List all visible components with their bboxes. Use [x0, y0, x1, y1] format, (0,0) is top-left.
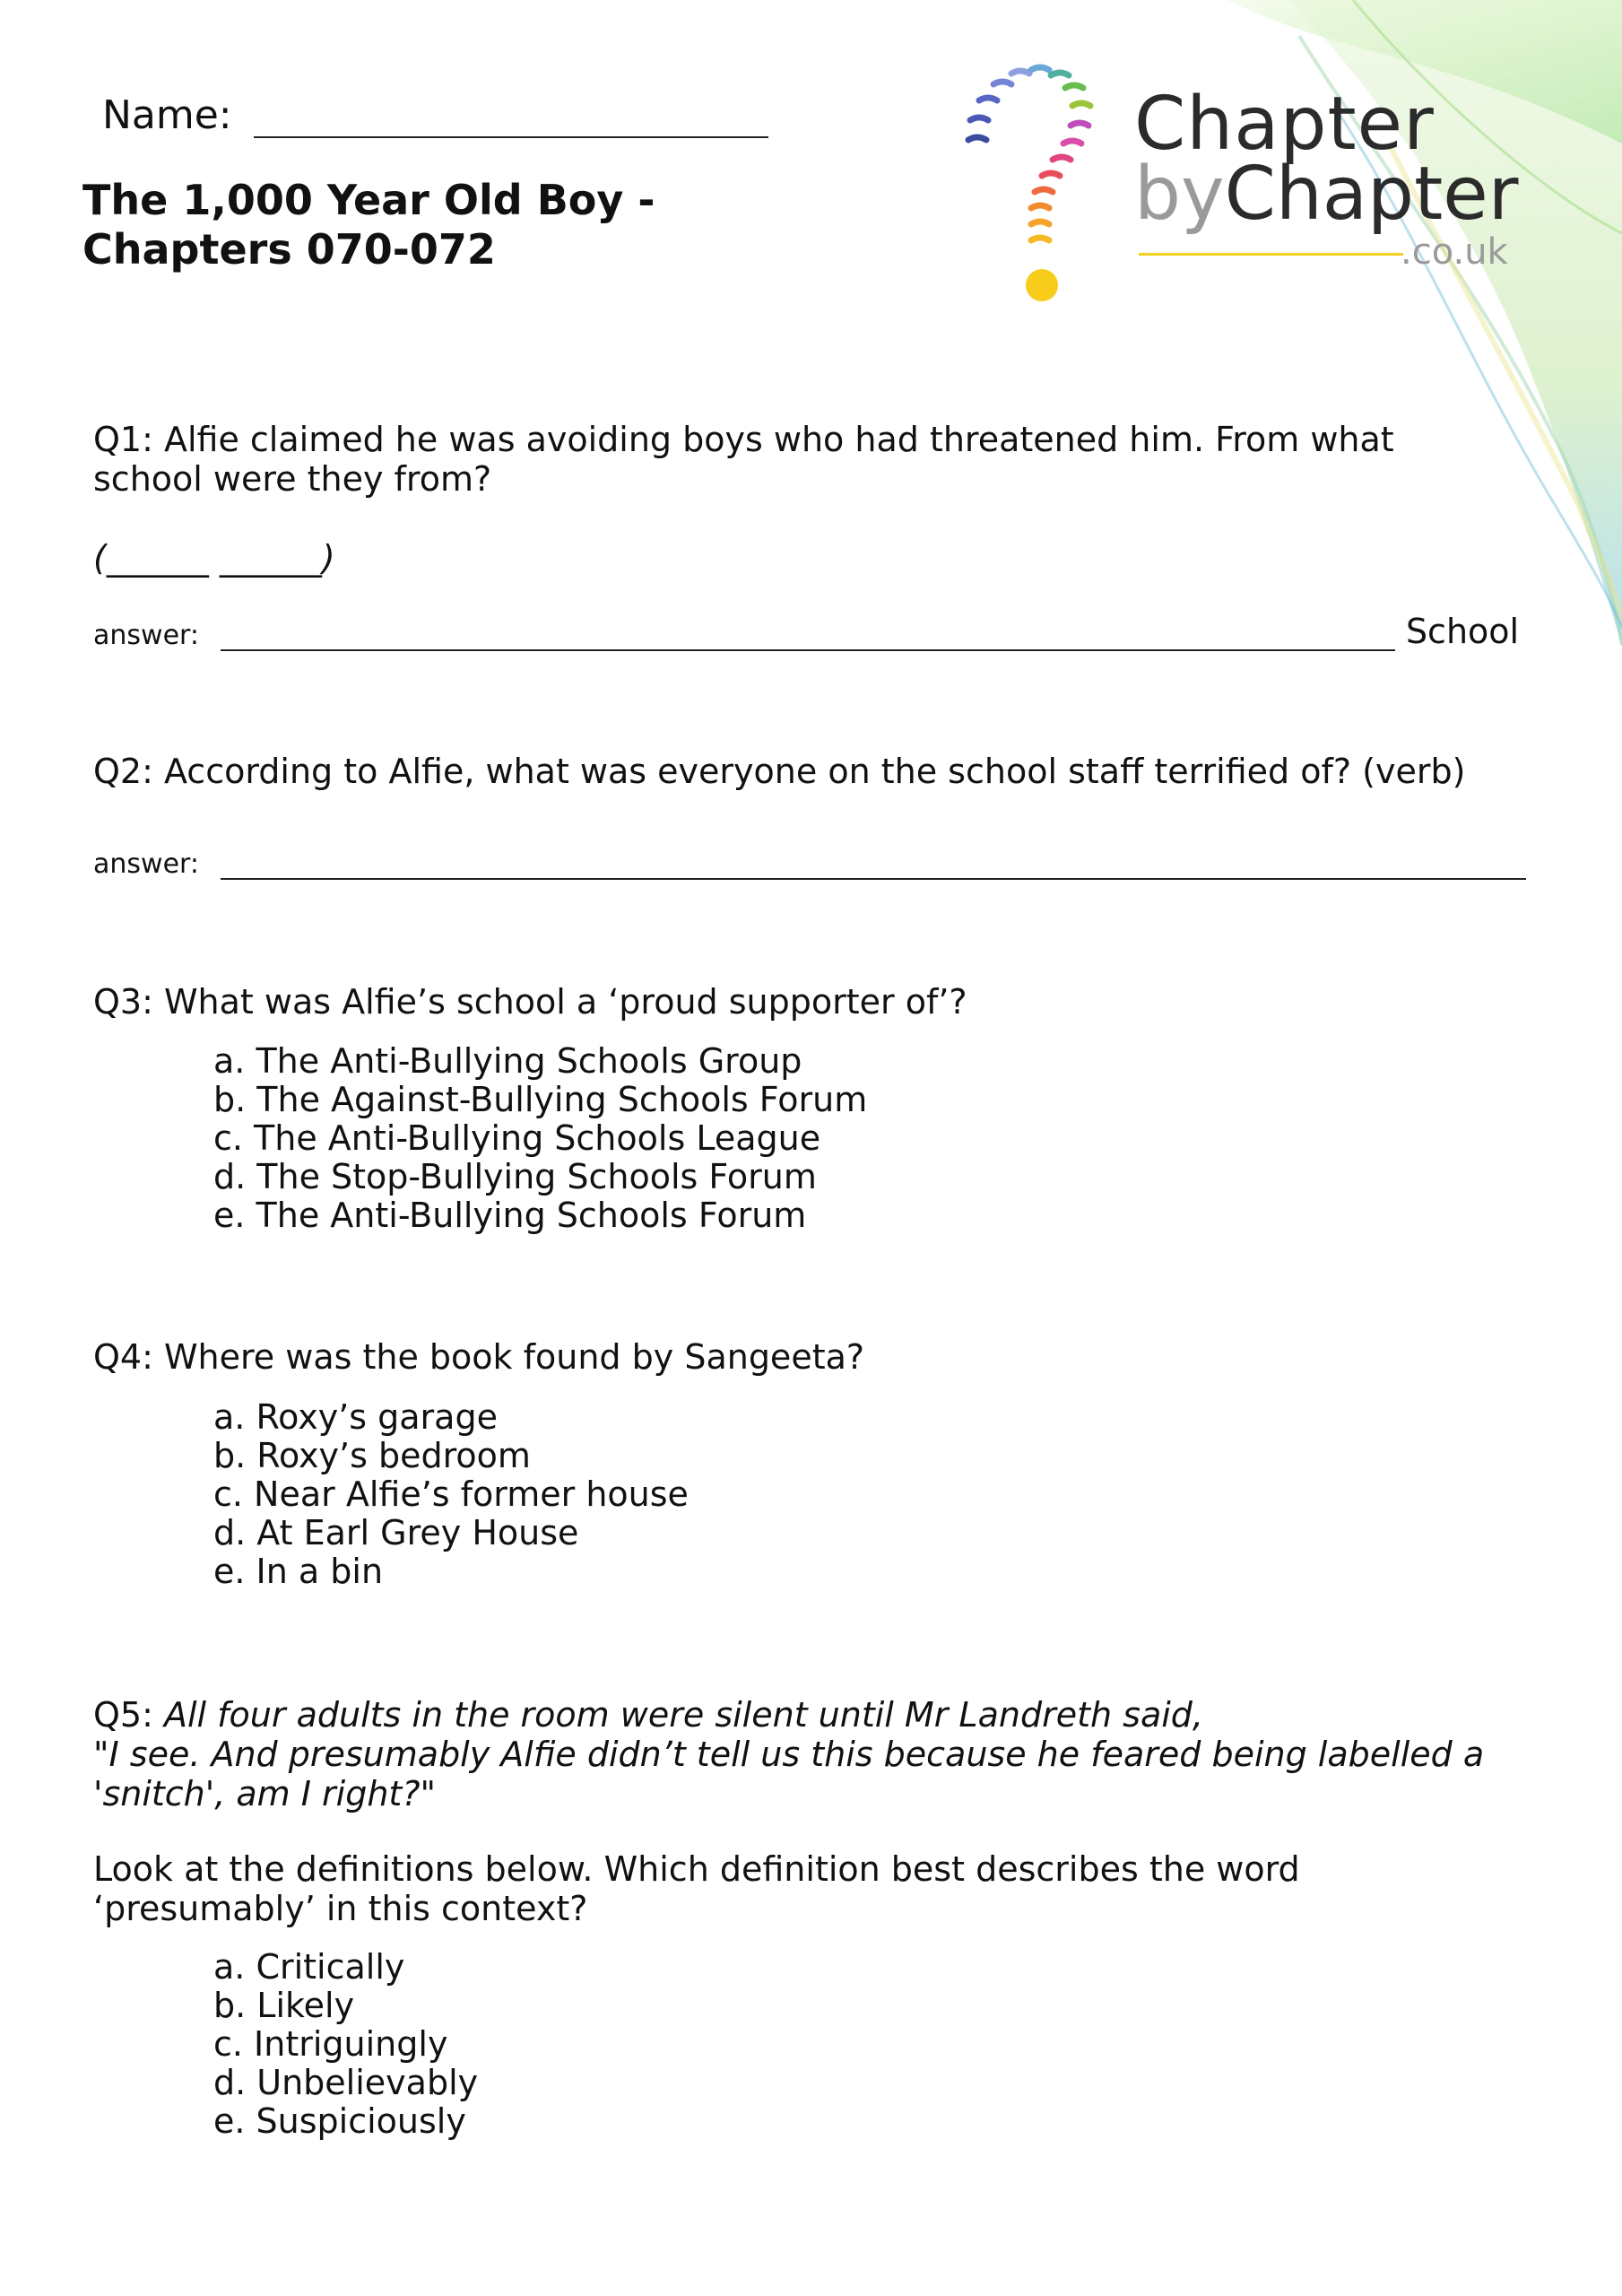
question-2-answer-line[interactable]: [221, 851, 1526, 880]
option-e[interactable]: e. The Anti-Bullying Schools Forum: [213, 1196, 807, 1235]
question-1-letter-hint: (______ ______): [93, 538, 335, 578]
question-4: [93, 1337, 1528, 1377]
question-4-text: Q4: Where was the book found by Sangeeta?: [93, 1337, 865, 1377]
logo-wordmark: [1134, 82, 1519, 237]
logo-books-arc-icon: [959, 50, 1139, 319]
logo-word-chapter-2: Chapter: [1224, 152, 1519, 237]
question-5-prefix: Q5:: [93, 1695, 164, 1735]
logo-underline: [1139, 253, 1403, 256]
question-4-options: [213, 1398, 689, 1591]
logo-word-bychapter: [1134, 152, 1519, 237]
question-5-prompt: Look at the definitions below. Which definition best describes the word ‘presumably’ in this context?: [93, 1849, 1300, 1928]
option-d[interactable]: d. Unbelievably: [213, 2063, 479, 2102]
title-line-2: Chapters 070-072: [82, 225, 496, 274]
option-b[interactable]: b. The Against-Bullying Schools Forum: [213, 1080, 868, 1119]
option-e[interactable]: e. Suspiciously: [213, 2101, 466, 2141]
logo-domain-suffix: .co.uk: [1401, 231, 1508, 273]
title-line-1: The 1,000 Year Old Boy -: [82, 176, 655, 224]
question-3-options: [213, 1042, 867, 1235]
question-2-text: Q2: According to Alfie, what was everyone on the school staff terrified of? (verb): [93, 752, 1466, 791]
option-c[interactable]: c. Intriguingly: [213, 2024, 448, 2064]
option-a[interactable]: a. Roxy’s garage: [213, 1397, 498, 1437]
question-3-text: Q3: What was Alfie’s school a ‘proud supporter of’?: [93, 982, 967, 1022]
question-2: [93, 752, 1528, 791]
option-a[interactable]: a. Critically: [213, 1947, 405, 1987]
question-1-answer-row: [93, 612, 1519, 651]
worksheet-title: [82, 176, 655, 274]
name-field-row: [102, 90, 768, 138]
question-3: [93, 982, 1528, 1022]
option-d[interactable]: d. The Stop-Bullying Schools Forum: [213, 1157, 817, 1196]
question-5-options: [213, 1948, 478, 2141]
option-d[interactable]: d. At Earl Grey House: [213, 1513, 579, 1552]
question-5-quote: "I see. And presumably Alfie didn’t tell us this because he feared being labelled a 'snitch', am I right?": [93, 1735, 1485, 1813]
answer-label: answer:: [93, 848, 199, 880]
question-1: [93, 420, 1474, 499]
question-5: [93, 1695, 1492, 1813]
logo-word-chapter: Chapter: [1134, 82, 1435, 167]
question-5-prompt-block: [93, 1849, 1528, 1928]
option-a[interactable]: a. The Anti-Bullying Schools Group: [213, 1041, 802, 1081]
question-1-text: Q1: Alfie claimed he was avoiding boys who had threatened him. From what school were they from?: [93, 420, 1394, 499]
chapter-by-chapter-logo: [959, 50, 1533, 319]
question-5-quote-intro: All four adults in the room were silent until Mr Landreth said,: [163, 1695, 1203, 1735]
question-5-quote-line-1: [93, 1695, 1492, 1735]
logo-word-by: by: [1134, 152, 1225, 237]
option-c[interactable]: c. Near Alfie’s former house: [213, 1474, 689, 1514]
answer-label: answer:: [93, 620, 199, 651]
option-c[interactable]: c. The Anti-Bullying Schools League: [213, 1118, 821, 1158]
name-label: Name:: [102, 92, 232, 138]
question-1-answer-line[interactable]: [221, 622, 1395, 651]
question-1-answer-suffix: School: [1405, 612, 1520, 651]
option-b[interactable]: b. Roxy’s bedroom: [213, 1436, 531, 1475]
question-2-answer-row: [93, 848, 1526, 880]
option-e[interactable]: e. In a bin: [213, 1552, 384, 1591]
name-input-line[interactable]: [254, 90, 768, 138]
option-b[interactable]: b. Likely: [213, 1986, 355, 2025]
